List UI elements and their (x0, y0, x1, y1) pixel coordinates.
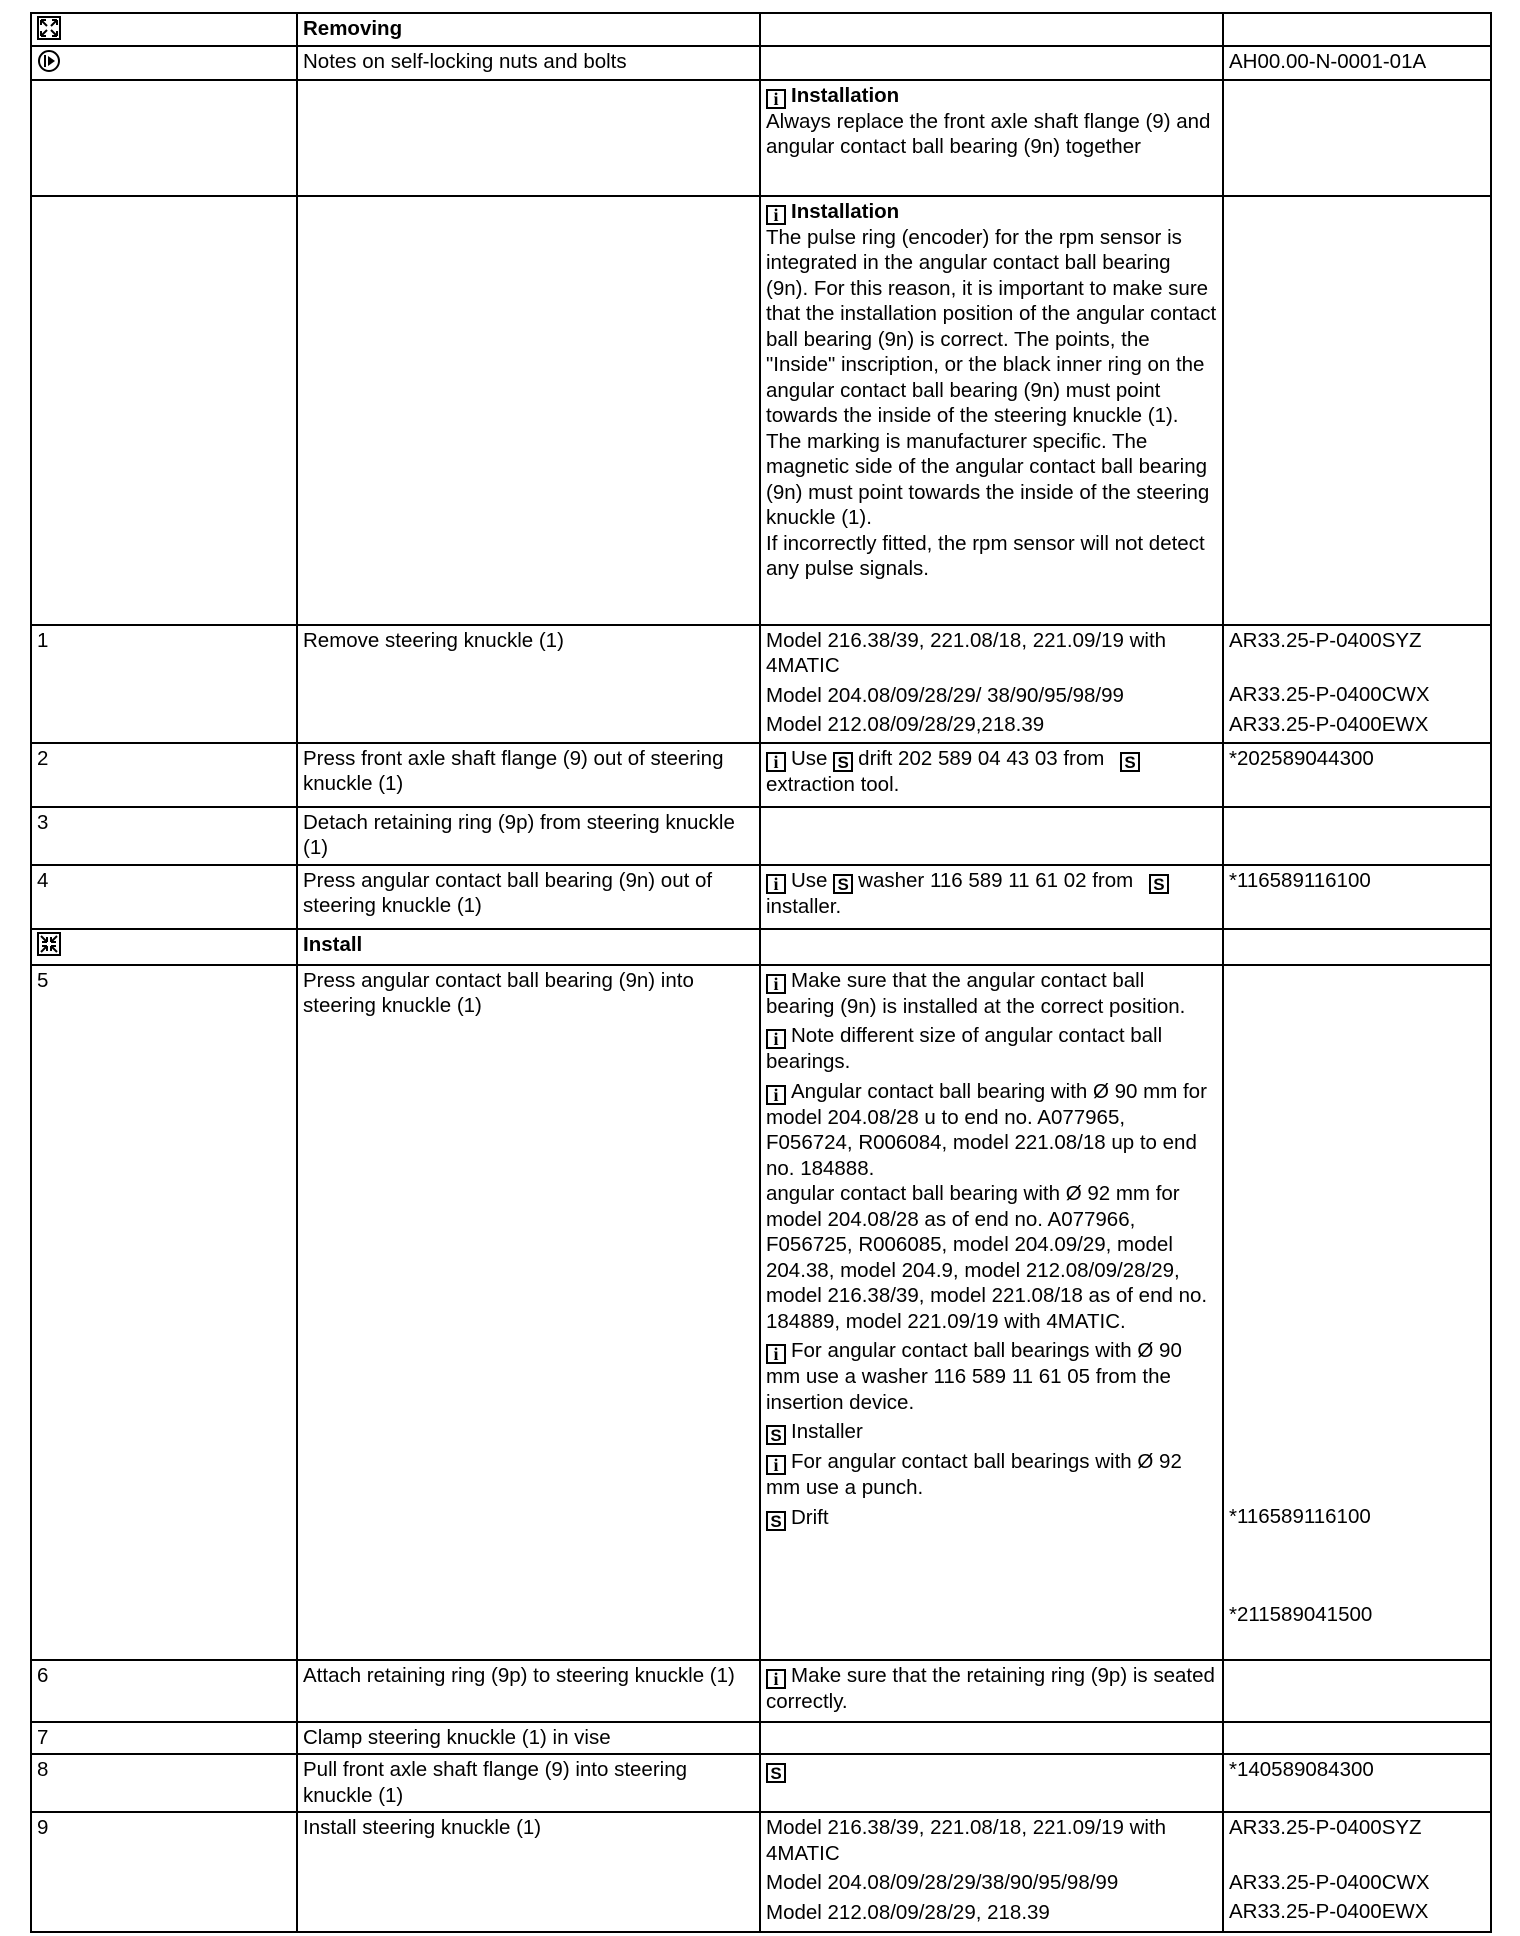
info-icon: i (766, 1669, 786, 1689)
note-cell: i Use S drift 202 589 04 43 03 from S extraction tool. (760, 743, 1223, 807)
note-text: Always replace the front axle shaft flange (9) and angular contact ball bearing (9n) together (766, 109, 1211, 158)
ref-cell (1223, 929, 1491, 965)
tool-number-link[interactable]: *116589116100 (1223, 865, 1491, 929)
note-cell (760, 929, 1223, 965)
model-line: Model 216.38/39, 221.08/18, 221.09/19 with 4MATIC (766, 628, 1167, 677)
tool-number-link[interactable]: *116589116100 (1229, 1504, 1371, 1528)
step-number: 8 (31, 1754, 297, 1812)
model-line: Model 212.08/09/28/29, 218.39 (766, 1900, 1050, 1924)
table-row (31, 1754, 1491, 1812)
step-cell (31, 929, 297, 965)
task-cell: Detach retaining ring (9p) from steering knuckle (1) (297, 807, 760, 865)
table-row (31, 80, 1491, 196)
ref-cell (1223, 965, 1491, 1660)
note-text: The marking is manufacturer specific. The magnetic side of the angular contact ball bearing (9n) must point towards the inside of the steering knuckle (1). (766, 429, 1210, 529)
note-cell (760, 1812, 1223, 1932)
ref-cell (1223, 1660, 1491, 1722)
tool-number-link[interactable]: *211589041500 (1229, 1602, 1373, 1626)
task-cell: Notes on self-locking nuts and bolts (297, 46, 760, 80)
note-title: Installation (791, 199, 900, 223)
tool-number-link[interactable]: *140589084300 (1223, 1754, 1491, 1812)
step-cell (31, 80, 297, 196)
table-row (31, 196, 1491, 625)
info-icon: i (766, 89, 786, 109)
ref-cell (1223, 13, 1491, 46)
special-tool-icon: S (833, 874, 853, 894)
note-cell (760, 807, 1223, 865)
step-number: 2 (31, 743, 297, 807)
ref-cell (1223, 1812, 1491, 1932)
step-number: 3 (31, 807, 297, 865)
document-reference-link[interactable]: AH00.00-N-0001-01A (1223, 46, 1491, 80)
task-cell: Press front axle shaft flange (9) out of steering knuckle (1) (297, 743, 760, 807)
document-reference-link[interactable]: AR33.25-P-0400SYZ (1229, 1816, 1422, 1839)
model-line: Model 204.08/09/28/29/ 38/90/95/98/99 (766, 683, 1124, 707)
note-cell (760, 625, 1223, 743)
ref-cell (1223, 807, 1491, 865)
task-cell: Attach retaining ring (9p) to steering knuckle (1) (297, 1660, 760, 1722)
ref-cell (1223, 625, 1491, 743)
task-cell (297, 80, 760, 196)
note-cell (760, 80, 1223, 196)
info-icon: i (766, 1029, 786, 1049)
model-line: Model 212.08/09/28/29,218.39 (766, 713, 1045, 736)
table-row (31, 865, 1491, 929)
special-tool-icon: S (766, 1425, 786, 1445)
arrows-collapse-icon (37, 932, 61, 956)
step-cell (31, 13, 297, 46)
note-cell (760, 13, 1223, 46)
step-number: 7 (31, 1722, 297, 1755)
info-icon: i (766, 1085, 786, 1105)
document-reference-link[interactable]: AR33.25-P-0400EWX (1229, 712, 1429, 736)
step-number: 5 (31, 965, 297, 1660)
note-text: If incorrectly fitted, the rpm sensor will not detect any pulse signals. (766, 531, 1205, 580)
note-cell (760, 1722, 1223, 1755)
section-title: Removing (297, 13, 760, 46)
section-row-install (31, 929, 1491, 965)
document-reference-link[interactable]: AR33.25-P-0400EWX (1229, 1900, 1429, 1923)
info-icon: i (766, 1344, 786, 1364)
task-cell: Clamp steering knuckle (1) in vise (297, 1722, 760, 1755)
table-row (31, 46, 1491, 80)
task-cell: Press angular contact ball bearing (9n) into steering knuckle (1) (297, 965, 760, 1660)
document-reference-link[interactable]: AR33.25-P-0400SYZ (1229, 628, 1422, 652)
special-tool-icon: S (1120, 752, 1140, 772)
special-tool-icon: S (766, 1511, 786, 1531)
special-tool-icon: S (833, 752, 853, 772)
task-cell: Install steering knuckle (1) (297, 1812, 760, 1932)
document-reference-link[interactable]: AR33.25-P-0400CWX (1229, 683, 1430, 706)
model-line: Model 216.38/39, 221.08/18, 221.09/19 with 4MATIC (766, 1816, 1167, 1865)
step-number: 1 (31, 625, 297, 743)
arrows-expand-icon (37, 16, 61, 40)
note-text: The pulse ring (encoder) for the rpm sensor is integrated in the angular contact ball bearing (9n). For this reason, it is important to make sure that the installation position of the angular contact ball bearing (9n) is correct. The points, the "Inside" inscription, or the black inner ring on the angular contact ball bearing (9n) must point towards the inside of the steering knuckle (1). (766, 225, 1217, 427)
table-row (31, 625, 1491, 743)
step-cell (31, 196, 297, 625)
procedure-table (30, 12, 1492, 1933)
info-icon: i (766, 205, 786, 225)
step-number: 6 (31, 1660, 297, 1722)
table-row (31, 1722, 1491, 1755)
note-cell: i Make sure that the retaining ring (9p) is seated correctly. (760, 1660, 1223, 1722)
task-cell: Remove steering knuckle (1) (297, 625, 760, 743)
info-icon: i (766, 752, 786, 772)
ref-cell (1223, 196, 1491, 625)
section-row-removing (31, 13, 1491, 46)
note-cell (760, 1754, 1223, 1812)
task-cell (297, 196, 760, 625)
tool-number-link[interactable]: *202589044300 (1223, 743, 1491, 807)
table-row (31, 1660, 1491, 1722)
note-title: Installation (791, 83, 900, 107)
info-icon: i (766, 874, 786, 894)
step-number: 9 (31, 1812, 297, 1932)
ref-cell (1223, 80, 1491, 196)
ref-cell (1223, 1722, 1491, 1755)
table-row (31, 743, 1491, 807)
model-line: Model 204.08/09/28/29/38/90/95/98/99 (766, 1871, 1119, 1894)
document-reference-link[interactable]: AR33.25-P-0400CWX (1229, 1870, 1430, 1894)
note-cell (760, 196, 1223, 625)
arrow-circle-icon (37, 49, 61, 73)
note-cell: i Use S washer 116 589 11 61 02 from S installer. (760, 865, 1223, 929)
step-cell (31, 46, 297, 80)
task-cell: Pull front axle shaft flange (9) into steering knuckle (1) (297, 1754, 760, 1812)
table-row (31, 1812, 1491, 1932)
table-row (31, 965, 1491, 1660)
info-icon: i (766, 1455, 786, 1475)
note-cell: i Make sure that the angular contact ball bearing (9n) is installed at the correct position. i Note different size of angular contact ball bearings. i Angular contact ball bearing with Ø 90 mm for model 204.08/28 u to end no. A077965, F056724, R006084, model 221.08/18 up to end no. 184888. angular contact ball bearing with Ø 92 mm for model 204.08/28 as of end no. A077966, F056725, R006085, model 204.09/29, model 204.38, model 204.9, model 212.08/09/28/29, model 216.38/39, model 221.08/18 as of end no. 184889, model 221.09/19 with 4MATIC. i For angular contact ball bearings with Ø 90 mm use a washer 116 589 11 61 05 from the insertion device. S Installer i For angular contact ball bearings with Ø 92 mm use a punch. S Drift (760, 965, 1223, 1660)
step-number: 4 (31, 865, 297, 929)
section-title: Install (297, 929, 760, 965)
special-tool-icon: S (1149, 874, 1169, 894)
special-tool-icon: S (766, 1763, 786, 1783)
note-cell (760, 46, 1223, 80)
table-row (31, 807, 1491, 865)
task-cell: Press angular contact ball bearing (9n) out of steering knuckle (1) (297, 865, 760, 929)
info-icon: i (766, 974, 786, 994)
